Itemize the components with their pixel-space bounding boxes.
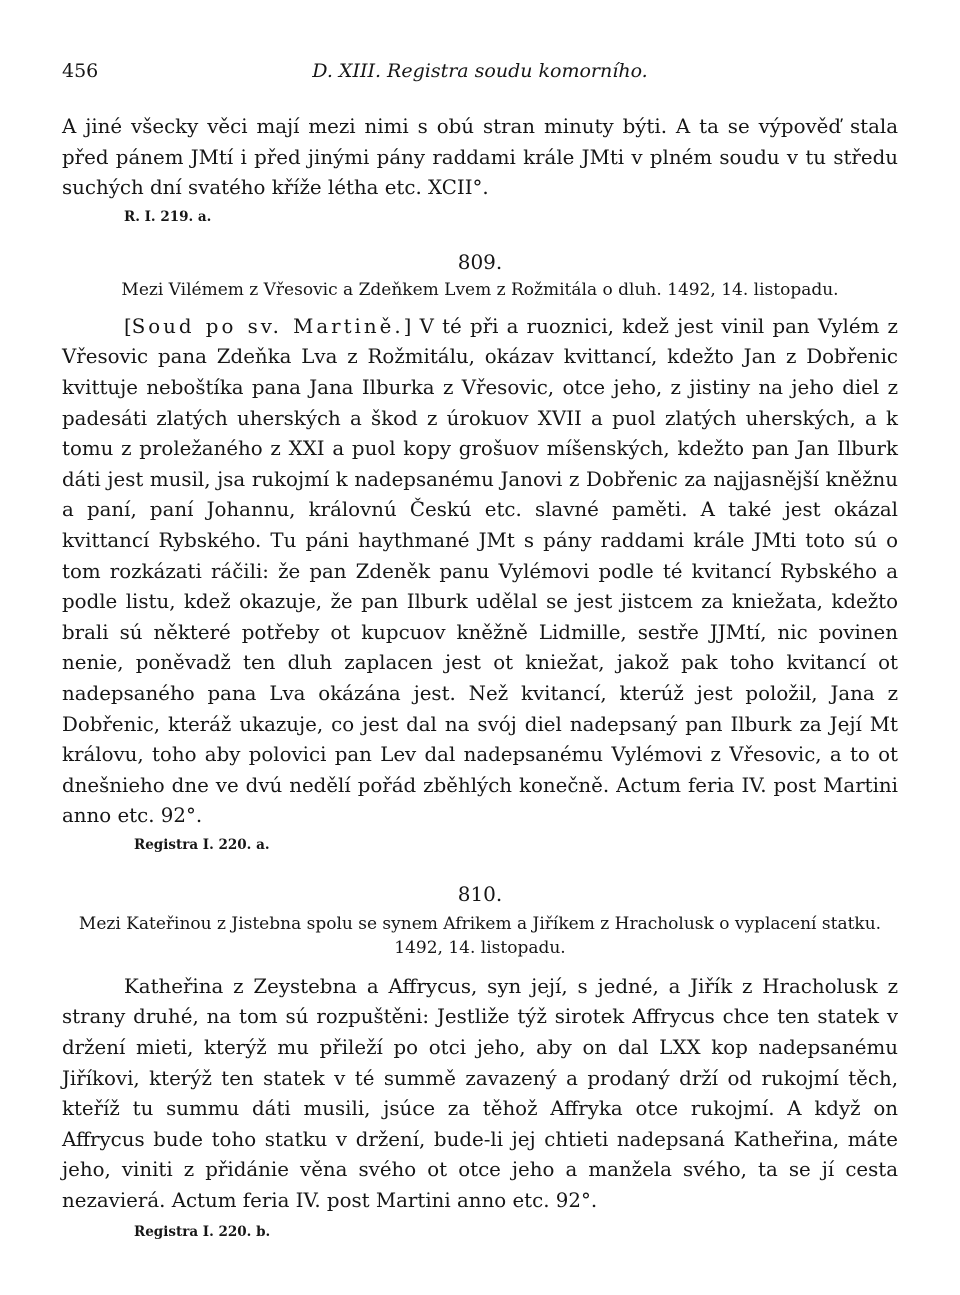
- entry-809-source-reference: Registra I. 220. a.: [134, 836, 270, 853]
- entry-809-opening: Soud po sv. Martině.: [131, 314, 404, 338]
- entry-809-closing-bracket: ]: [403, 314, 412, 338]
- entry-810-text: Katheřina z Zeystebna a Affrycus, syn její, s jedné, a Jiřík z Hracholusk z strany druhé, na tom sú rozpuštěni: Jestliže týž sirotek Affrycus chce ten statek v držení mieti, kterýž mu přileží po otci jeho, aby on dal LXX kop nadepsanému Jiříkovi, kterýž ten statek v té summě zavazený a prodaný drží od rukojmí těch, kteříž tu summu dáti musili, jsúce za těhož Affryka otce rukojmí. A když on Affrycus bude toho statku v držení, bude-li jej chtieti nadepsaná Katheřina, máte jeho, viniti z přidánie věna svého ot otce jeho a manžela svého, ta se jí cesta nezavierá. Actum feria IV. post Martini anno etc. 92°.: [62, 974, 898, 1213]
- entry-810-source-reference: Registra I. 220. b.: [134, 1223, 271, 1240]
- entry-810-number: 810.: [457, 881, 503, 906]
- running-head: D. XIII. Registra soudu komorního.: [312, 60, 648, 82]
- entry-809-number: 809.: [457, 249, 503, 274]
- entry-809-regest: Mezi Vilémem z Vřesovic a Zdeňkem Lvem z Rožmitála o dluh. 1492, 14. listopadu.: [121, 279, 839, 300]
- page-number: 456: [62, 60, 99, 82]
- entry-809-opening-bracket: [: [124, 314, 132, 338]
- intro-source-reference: R. I. 219. a.: [124, 208, 212, 225]
- entry-810-regest-line1: Mezi Kateřinou z Jistebna spolu se synem Afrikem a Jiříkem z Hracholusk o vyplacení statku.: [78, 913, 882, 934]
- entry-809-text: [62, 312, 898, 832]
- page-header: [62, 60, 898, 90]
- entry-810-regest-line2: 1492, 14. listopadu.: [394, 937, 566, 958]
- document-page: [62, 60, 898, 1241]
- entry-809-body: V té při a ruoznici, kdež jest vinil pan Vylém z Vřesovic pana Zdeňka Lva z Rožmitálu, okázav kvittancí, kdežto Jan z Dobřenic kvittuje neboštíka pana Jana Ilburka z Vřesovic, otce jeho, z jistiny na jeho diel z padesáti zlatých uherských a škod z úrokuov XVII a puol zlatých uherských, a k tomu z proležaného z XXI a puol kopy grošuov míšenských, kdežto pan Jan Ilburk dáti jest musil, jsa rukojmí k nadepsanému Janovi z Dobřenic za najjasnější kněžnu a paní, paní Johannu, královnú Českú etc. slavné paměti. A také jest okázal kvittancí Rybského. Tu páni haythmané JMt s pány raddami krále JMti toto sú o tom rozkázati ráčili: že pan Zdeněk panu Vylémovi podle té kvitancí Rybského a podle listu, kdež okazuje, že pan Ilburk udělal se jest jistcem za kniežata, kdežto brali sú některé potřeby ot kupcuov kněžně Lidmille, sestře JJMtí, nic povinen nenie, poněvadž ten dluh zaplacen jest ot kniežat, jakož pak toho kvitancí ot nadepsaného pana Lva okázána jest. Než kvitancí, kterúž jest položil, Jana z Dobřenic, kteráž ukazuje, co jest dal na svój diel nadepsaný pan Ilburk za Její Mt královu, toho aby polovici pan Lev dal nadepsanému Vylémovi z Vřesovic, a to ot dnešnieho dne ve dvú nedělí pořád zběhlých konečně. Actum feria IV. post Martini anno etc. 92°.: [62, 314, 898, 828]
- intro-paragraph: A jiné všecky věci mají mezi nimi s obú stran minuty býti. A ta se výpověď stala před pánem JMtí i před jinými pány raddami krále JMti v plném soudu v tu středu suchých dní svatého kříže létha etc. XCII°.: [62, 115, 898, 200]
